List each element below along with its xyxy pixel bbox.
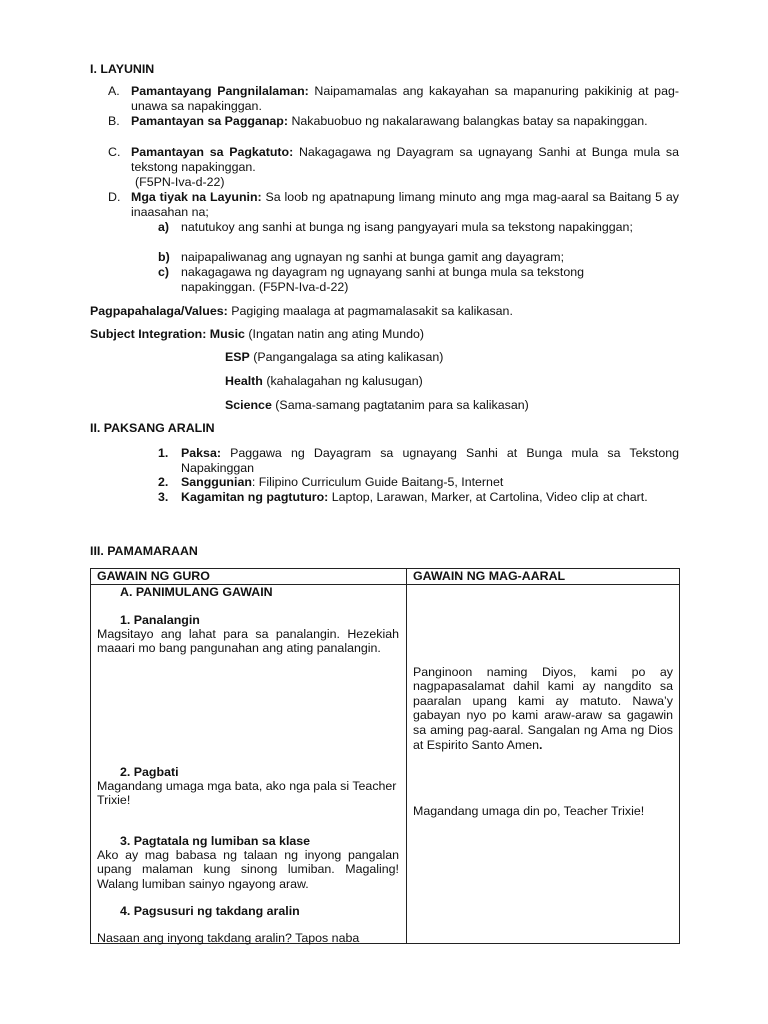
paksang-aralin-heading: II. PAKSANG ARALIN bbox=[90, 421, 215, 435]
item-text: Paggawa ng Dayagram sa ugnayang Sanhi at Bunga mula sa Tekstong Napakinggan bbox=[181, 446, 679, 475]
values-line bbox=[90, 304, 679, 319]
step-text-panalangin: Magsitayo ang lahat para sa panalangin. Hezekiah maaari mo bang pangunahan ang ating panalangin. bbox=[97, 626, 399, 656]
guro-cell-content bbox=[97, 585, 400, 943]
item-label: Mga tiyak na Layunin: bbox=[131, 190, 262, 204]
item-text: Nakabuobuo ng nakalarawang balangkas batay sa napakinggan. bbox=[291, 114, 648, 128]
subitem-marker: b) bbox=[158, 250, 170, 264]
subitem-text: naipapaliwanag ang ugnayan ng sanhi at bunga gamit ang dayagram; bbox=[181, 250, 565, 264]
pamamaraan-heading: III. PAMAMARAAN bbox=[90, 544, 198, 558]
values-text: Pagiging maalaga at pagmamalasakit sa kalikasan. bbox=[231, 304, 513, 318]
item-label: Sanggunian bbox=[181, 475, 252, 489]
table-row bbox=[91, 584, 680, 943]
step-text-lumiban: Ako ay mag babasa ng talaan ng inyong pangalan upang malaman kung sinong lumiban. Magaling! Walang lumiban sainyo ngayong araw. bbox=[97, 847, 399, 891]
integration-subject: Music bbox=[209, 327, 245, 341]
layunin-item-c bbox=[108, 145, 679, 174]
mag-aaral-cell bbox=[407, 584, 680, 943]
subitem-marker: c) bbox=[158, 265, 170, 279]
item-marker: 1. bbox=[158, 446, 169, 460]
item-body bbox=[131, 84, 679, 113]
integration-text: (kahalagahan ng kalusugan) bbox=[266, 374, 423, 388]
student-prayer bbox=[413, 665, 673, 753]
paksa-item-2 bbox=[158, 475, 679, 490]
item-text: Sa loob ng apatnapung limang minuto ang mga mag-aaral sa Baitang 5 ay inaasahan na; bbox=[131, 190, 679, 219]
step-text-pagbati: Magandang umaga mga bata, ako nga pala si Teacher Trixie! bbox=[97, 778, 397, 808]
procedure-table bbox=[90, 568, 680, 944]
item-marker: 2. bbox=[158, 475, 169, 489]
item-label: Paksa: bbox=[181, 446, 221, 460]
section-a-title: A. PANIMULANG GAWAIN bbox=[120, 584, 273, 599]
column-header-guro: GAWAIN NG GURO bbox=[91, 569, 407, 585]
integration-text: (Ingatan natin ang ating Mundo) bbox=[248, 327, 425, 341]
subitem-c bbox=[158, 265, 679, 294]
subitem-text: natutukoy ang sanhi at bunga ng isang pangyayari mula sa tekstong napakinggan; bbox=[181, 220, 633, 234]
layunin-item-b bbox=[108, 114, 679, 129]
integration-label: Subject Integration: bbox=[90, 327, 207, 341]
item-text: : Filipino Curriculum Guide Baitang-5, Internet bbox=[251, 475, 504, 489]
item-marker: 3. bbox=[158, 490, 169, 504]
integration-text: (Sama-samang pagtatanim para sa kalikasan) bbox=[275, 398, 529, 412]
paksa-item-3 bbox=[158, 490, 679, 505]
item-marker: C. bbox=[108, 145, 121, 159]
item-body bbox=[131, 145, 679, 174]
step-title-panalangin: 1. Panalangin bbox=[120, 612, 200, 627]
step-title-pagbati: 2. Pagbati bbox=[120, 764, 179, 779]
layunin-item-d bbox=[108, 190, 679, 219]
integration-subject: ESP bbox=[225, 350, 250, 364]
table-header-row bbox=[91, 569, 680, 585]
step-text-takdang-aralin: Nasaan ang inyong takdang aralin? Tapos naba bbox=[97, 930, 360, 945]
subitem-marker: a) bbox=[158, 220, 170, 234]
layunin-item-a bbox=[108, 84, 679, 113]
step-title-lumiban: 3. Pagtatala ng lumiban sa klase bbox=[120, 833, 311, 848]
item-body bbox=[181, 446, 679, 475]
integration-line-health bbox=[225, 374, 423, 389]
item-text: Laptop, Larawan, Marker, at Cartolina, Video clip at chart. bbox=[331, 490, 648, 504]
paksa-item-1 bbox=[158, 446, 679, 475]
item-text: Naipamamalas ang kakayahan sa mapanuring pakikinig at pag-unawa sa napakinggan. bbox=[131, 84, 679, 113]
item-label: Pamantayang Pangnilalaman: bbox=[131, 84, 309, 98]
subitem-a bbox=[158, 220, 679, 235]
item-text: Nakagagawa ng Dayagram sa ugnayang Sanhi at Bunga mula sa tekstong napakinggan. bbox=[131, 145, 679, 174]
student-prayer-end: . bbox=[539, 737, 543, 752]
student-greeting: Magandang umaga din po, Teacher Trixie! bbox=[413, 803, 645, 818]
integration-line-music bbox=[90, 327, 424, 342]
item-marker: D. bbox=[108, 190, 121, 204]
item-body bbox=[131, 190, 679, 219]
item-body bbox=[181, 490, 679, 505]
item-body bbox=[131, 114, 679, 129]
integration-subject: Science bbox=[225, 398, 272, 412]
layunin-heading: I. LAYUNIN bbox=[90, 62, 155, 76]
integration-line-science bbox=[225, 398, 529, 413]
subitem-text: nakagagawa ng dayagram ng ugnayang sanhi at bunga mula sa tekstong napakinggan. (F5PN-Iva-d-22) bbox=[181, 265, 584, 294]
item-marker: A. bbox=[108, 84, 120, 98]
integration-text: (Pangangalaga sa ating kalikasan) bbox=[253, 350, 444, 364]
item-label: Pamantayan sa Pagganap: bbox=[131, 114, 289, 128]
integration-line-esp bbox=[225, 350, 443, 365]
mag-aaral-cell-content bbox=[413, 585, 673, 943]
item-marker: B. bbox=[108, 114, 120, 128]
layunin-code: (F5PN-Iva-d-22) bbox=[135, 175, 225, 189]
guro-cell bbox=[91, 584, 407, 943]
subitem-b bbox=[158, 250, 679, 265]
step-title-takdang-aralin: 4. Pagsusuri ng takdang aralin bbox=[120, 903, 300, 918]
column-header-mag-aaral: GAWAIN NG MAG-AARAL bbox=[407, 569, 680, 585]
integration-subject: Health bbox=[225, 374, 263, 388]
item-label: Pamantayan sa Pagkatuto: bbox=[131, 145, 294, 159]
item-body bbox=[181, 475, 679, 490]
values-label: Pagpapahalaga/Values: bbox=[90, 304, 228, 318]
item-label: Kagamitan ng pagtuturo: bbox=[181, 490, 329, 504]
student-prayer-text: Panginoon naming Diyos, kami po ay nagpapasalamat dahil kami ay nangdito sa paaralan upang kami ay matuto. Nawa’y gabayan nyo po kami araw-araw sa gagawin sa aming pag-aaral. Sangalan ng Ama ng Dios at Espirito Santo Amen bbox=[413, 664, 673, 752]
